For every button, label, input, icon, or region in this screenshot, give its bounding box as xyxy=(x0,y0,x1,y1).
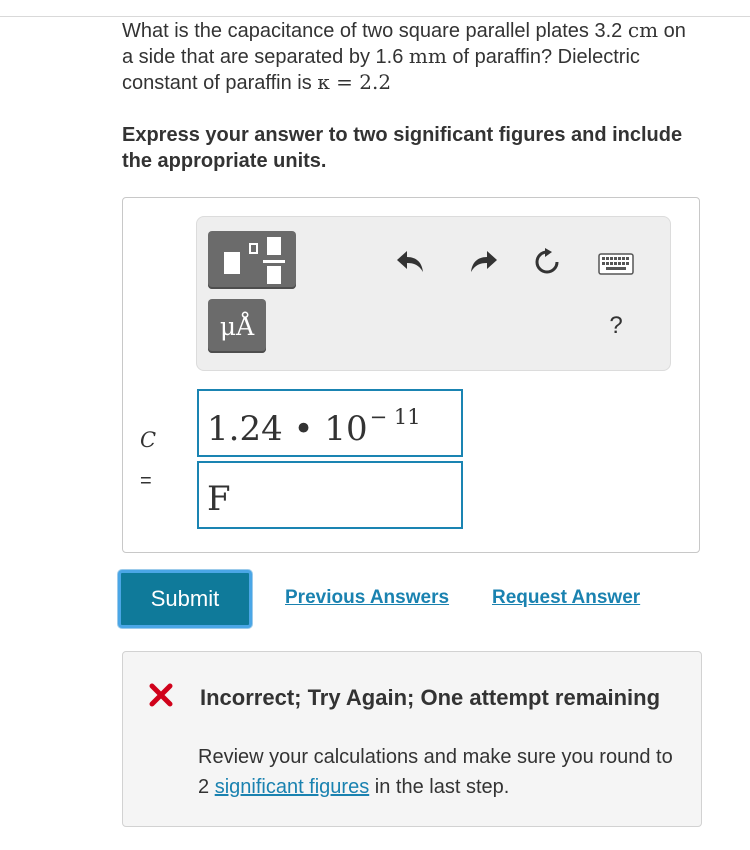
dielectric-constant-expression: κ = 2.2 xyxy=(317,70,392,94)
side-length-value: 3.2 xyxy=(594,20,623,42)
answer-exponent: − 11 xyxy=(369,405,421,429)
reset-icon[interactable] xyxy=(531,246,563,278)
question-text xyxy=(122,18,692,96)
question-part-2: on a side that are separated by xyxy=(122,20,686,68)
previous-answers-link[interactable]: Previous Answers xyxy=(285,587,450,608)
submit-button[interactable]: Submit xyxy=(118,570,252,628)
units-button[interactable]: μÅ xyxy=(208,299,266,353)
fraction-template-button[interactable] xyxy=(208,231,296,289)
answer-variable-label: C xyxy=(140,428,157,452)
answer-instructions: Express your answer to two significant figures and include the appropriate units. xyxy=(122,124,683,172)
feedback-title-text: Incorrect; Try Again; One attempt remaining xyxy=(200,685,661,710)
answer-unit: F xyxy=(207,479,231,519)
redo-icon[interactable] xyxy=(467,246,499,278)
question-part-3: of paraffin? Dielectric constant of paraffin is xyxy=(122,46,640,94)
answer-mantissa: 1.24 • 10 xyxy=(207,409,368,449)
significant-figures-link[interactable]: significant figures xyxy=(214,776,370,798)
answer-value-input[interactable] xyxy=(197,389,463,457)
feedback-text-before: Review your calculations and make sure you round to 2 xyxy=(198,746,673,798)
feedback-text-after: in the last step. xyxy=(374,776,510,798)
keyboard-icon[interactable] xyxy=(598,248,634,280)
answer-unit-input[interactable] xyxy=(197,461,463,529)
feedback-title xyxy=(146,683,666,713)
top-divider xyxy=(0,16,750,17)
help-button[interactable]: ? xyxy=(609,312,623,339)
template-numerator-box xyxy=(267,237,281,255)
question-part-1: What is the capacitance of two square parallel plates xyxy=(122,20,589,42)
feedback-message xyxy=(198,742,688,802)
equals-sign: = xyxy=(140,470,152,492)
side-length-unit: cm xyxy=(627,18,659,42)
request-answer-link[interactable]: Request Answer xyxy=(492,587,641,608)
undo-icon[interactable] xyxy=(395,246,427,278)
fraction-template-icon xyxy=(224,252,240,274)
template-superscript-box xyxy=(249,243,258,254)
separation-unit: mm xyxy=(408,44,447,68)
separation-value: 1.6 xyxy=(375,46,404,68)
template-fraction-bar xyxy=(263,260,285,263)
template-denominator-box xyxy=(267,266,281,284)
